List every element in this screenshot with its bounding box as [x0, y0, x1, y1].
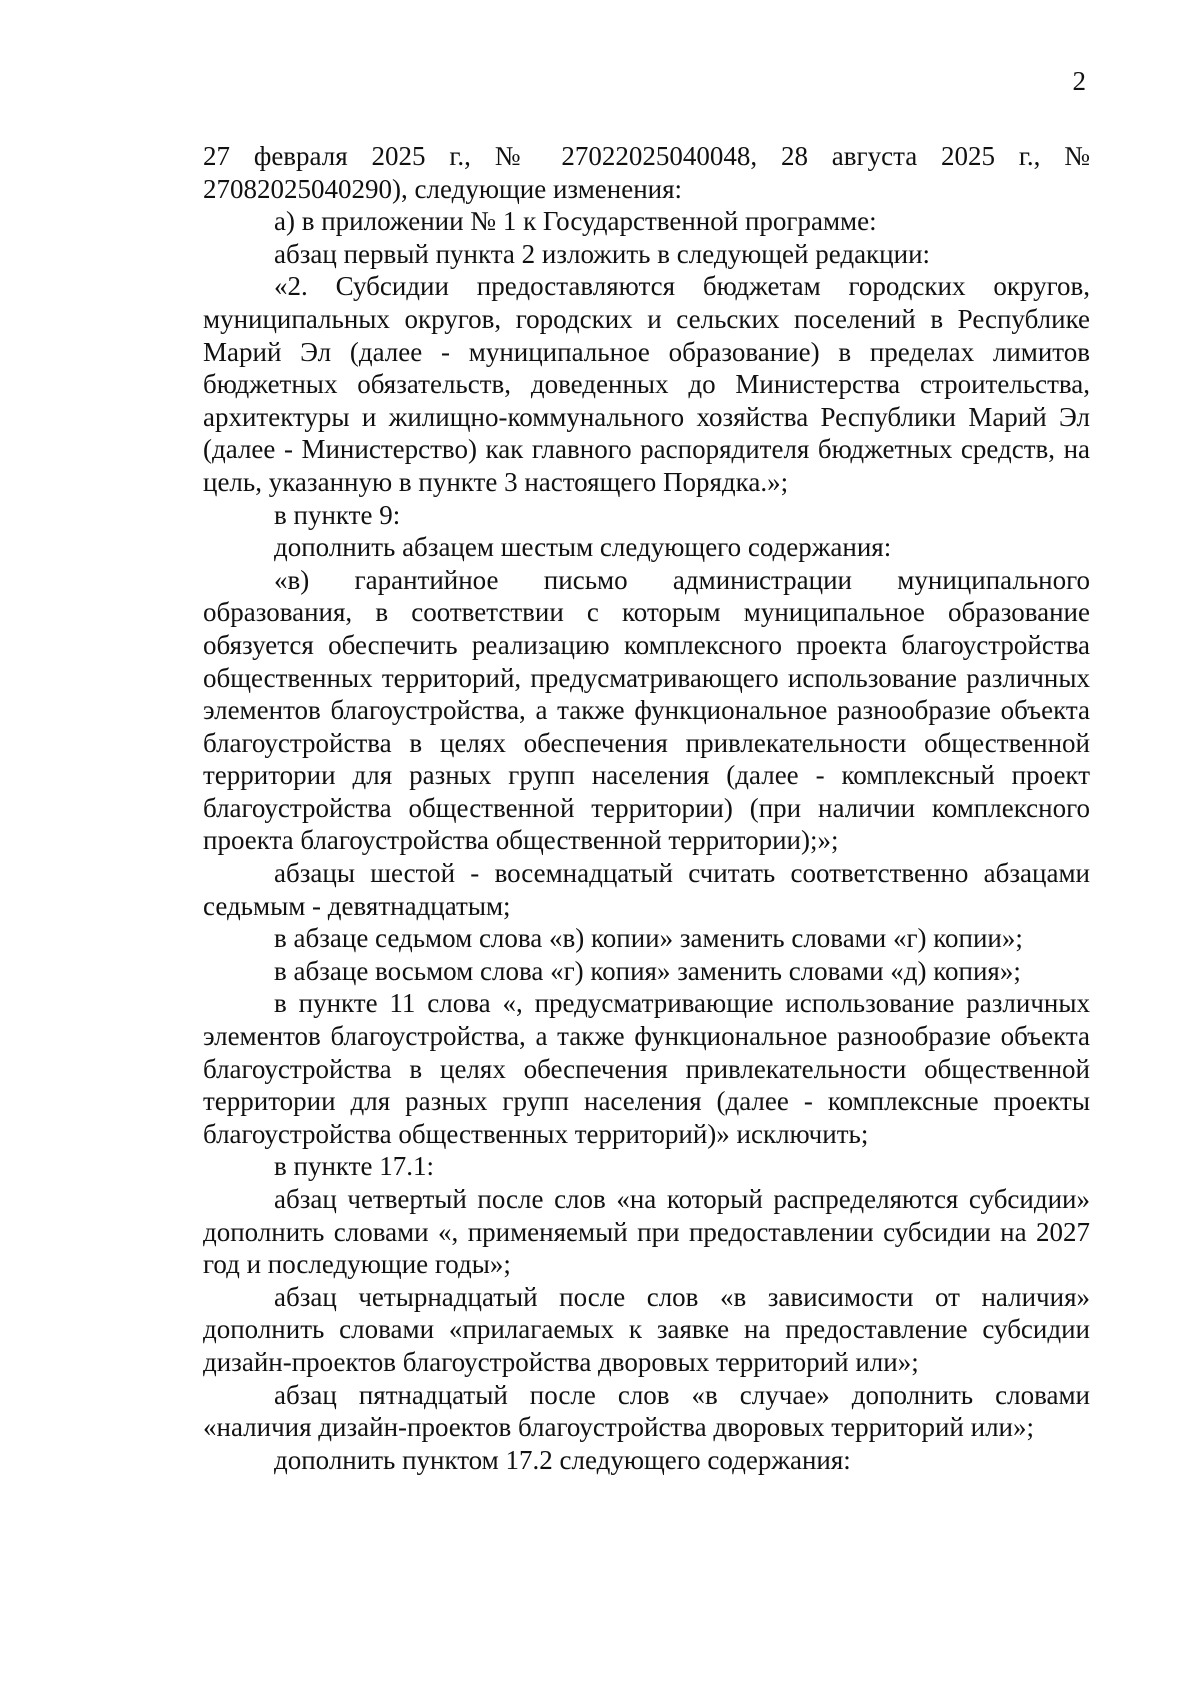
paragraph: абзац пятнадцатый после слов «в случае» дополнить словами «наличия дизайн-проектов благоустройства дворовых территорий или»; [203, 1379, 1090, 1443]
paragraph: дополнить пунктом 17.2 следующего содержания: [274, 1444, 851, 1475]
paragraph: дополнить абзацем шестым следующего содержания: [274, 532, 892, 563]
page-number: 2 [1072, 66, 1086, 96]
paragraph: а) в приложении № 1 к Государственной программе: [274, 206, 877, 237]
paragraph: в пункте 17.1: [274, 1151, 434, 1182]
paragraph: в пункте 11 слова «, предусматривающие использование различных элементов благоустройства, а также функциональное разнообразие объекта благоустройства в целях обеспечения привлекательности общественной территории для разных групп населения (далее - комплексные проекты благоустройства общественных территорий)» исключить; [203, 988, 1090, 1149]
paragraph: 27 февраля 2025 г., № 27022025040048, 28 августа 2025 г., № 27082025040290), следующие изменения: [203, 141, 1090, 204]
paragraph: «2. Субсидии предоставляются бюджетам городских округов, муниципальных округов, городских и сельских поселений в Республике Марий Эл (далее - муниципальное образование) в пределах лимитов бюджетных обязательств, доведенных до Министерства строительства, архитектуры и жилищно-коммунального хозяйства Республики Марий Эл (далее - Министерство) как главного распорядителя бюджетных средств, на цель, указанную в пункте 3 настоящего Порядка.»; [203, 271, 1090, 497]
paragraph: в пункте 9: [274, 499, 401, 530]
paragraph: абзацы шестой - восемнадцатый считать соответственно абзацами седьмым - девятнадцатым; [203, 858, 1090, 921]
paragraph: в абзаце седьмом слова «в) копии» заменить словами «г) копии»; [274, 923, 1023, 954]
paragraph: абзац первый пункта 2 изложить в следующей редакции: [274, 238, 931, 269]
paragraph: «в) гарантийное письмо администрации муниципального образования, в соответствии с которым муниципальное образование обязуется обеспечить реализацию комплексного проекта благоустройства общественных территорий, предусматривающего использование различных элементов благоустройства, а также функциональное разнообразие объекта благоустройства в целях обеспечения привлекательности общественной территории для разных групп населения (далее - комплексный проект благоустройства общественной территории) (при наличии комплексного проекта благоустройства общественной территории);»; [203, 564, 1090, 856]
document-body [203, 140, 1090, 1476]
paragraph: в абзаце восьмом слова «г) копия» заменить словами «д) копия»; [274, 955, 1021, 986]
paragraph: абзац четвертый после слов «на который распределяются субсидии» дополнить словами «, применяемый при предоставлении субсидии на 2027 год и последующие годы»; [203, 1184, 1090, 1280]
paragraph: абзац четырнадцатый после слов «в зависимости от наличия» дополнить словами «прилагаемых к заявке на предоставление субсидии дизайн-проектов благоустройства дворовых территорий или»; [203, 1281, 1090, 1377]
